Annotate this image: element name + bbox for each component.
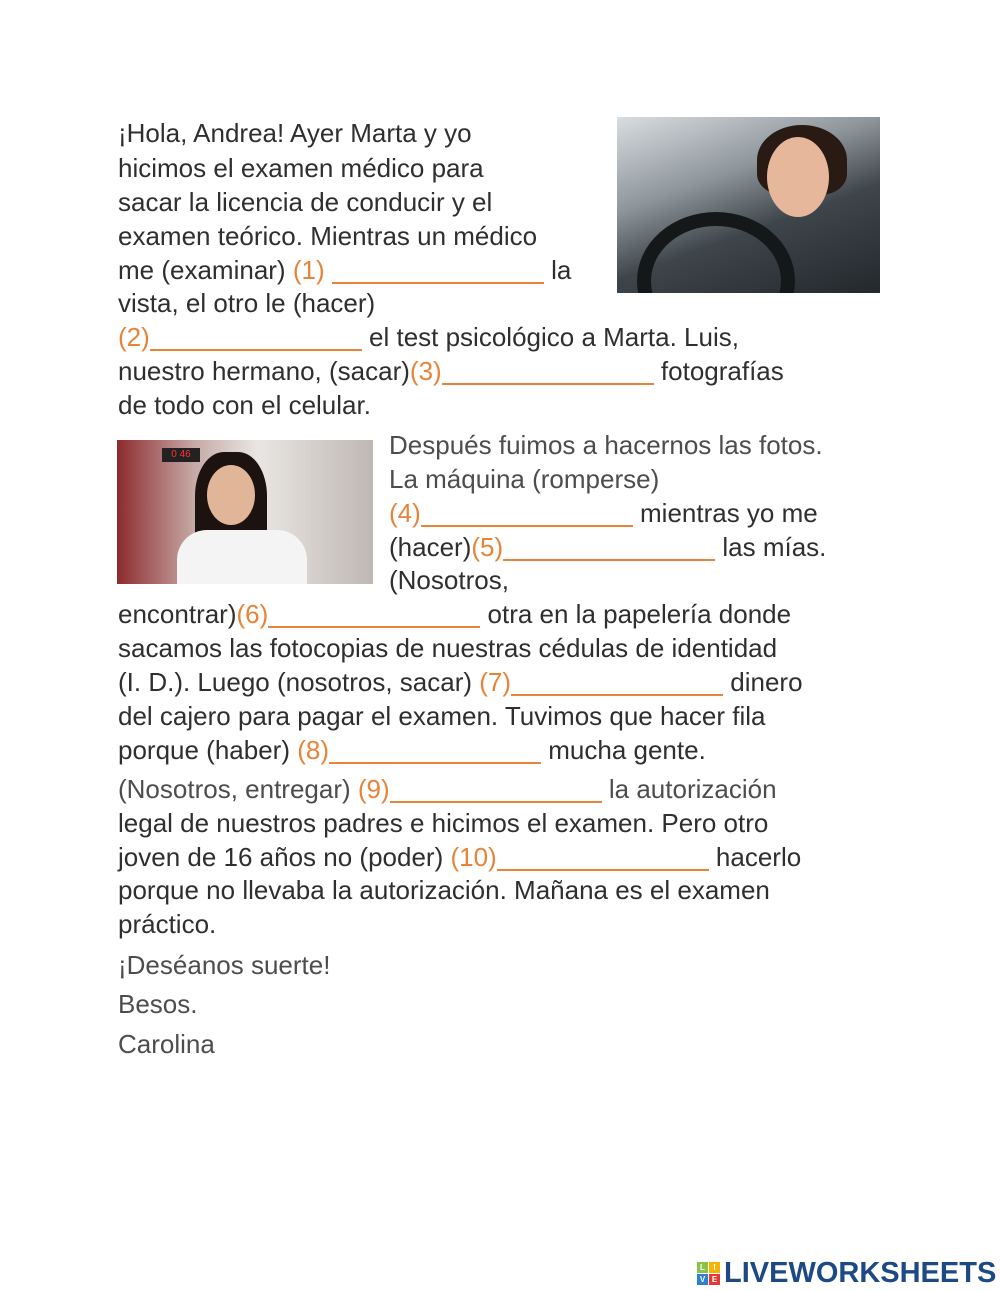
text-segment: (Nosotros, entregar): [118, 774, 358, 804]
text-segment: mientras yo me: [632, 498, 818, 528]
answer-field-7[interactable]: [511, 670, 723, 696]
answer-field-8[interactable]: [329, 738, 541, 764]
text-segment: encontrar): [118, 599, 237, 629]
text-segment: (Nosotros,: [389, 565, 509, 595]
answer-field-6[interactable]: [268, 602, 480, 628]
photo-face: [207, 465, 255, 525]
question-number: (1): [292, 255, 325, 285]
text-line: [389, 563, 509, 597]
text-segment: joven de 16 años no (poder): [118, 842, 451, 872]
question-number: (2): [118, 322, 150, 352]
text-segment: ¡Deséanos suerte!: [118, 950, 331, 980]
text-line: [118, 873, 770, 907]
photo-girl-with-id-card: [117, 440, 373, 584]
text-segment: (I. D.). Luego (nosotros, sacar): [118, 667, 480, 697]
text-segment: otra en la papelería donde: [480, 599, 792, 629]
logo-cube: I: [709, 1262, 720, 1273]
text-segment: práctico.: [118, 909, 217, 939]
text-line: [118, 354, 784, 388]
text-segment: Besos.: [118, 989, 198, 1019]
text-segment: la: [543, 255, 572, 285]
answer-field-5[interactable]: [503, 535, 715, 561]
text-line: [118, 219, 537, 253]
text-segment: sacamos las fotocopias de nuestras cédulas de identidad: [118, 633, 778, 663]
text-line: [389, 530, 826, 564]
text-segment: dinero: [723, 667, 803, 697]
text-line: [389, 462, 659, 496]
queue-display: 0 46: [162, 448, 200, 462]
answer-field-9[interactable]: [390, 777, 602, 803]
text-line: [118, 840, 801, 874]
text-segment: vista, el otro le (hacer): [118, 288, 376, 318]
text-line: [118, 699, 765, 733]
logo-cube: V: [697, 1274, 708, 1285]
answer-field-3[interactable]: [442, 359, 654, 385]
text-line: [389, 428, 823, 462]
question-number: (5): [471, 532, 504, 562]
text-line: [118, 987, 198, 1021]
text-segment: sacar la licencia de conducir y el: [118, 187, 493, 217]
text-segment: las mías.: [715, 532, 827, 562]
text-line: [118, 665, 803, 699]
logo-cube: L: [697, 1262, 708, 1273]
text-segment: fotografías: [653, 356, 784, 386]
question-number: (4): [389, 498, 421, 528]
text-segment: hacerlo: [708, 842, 802, 872]
photo-face: [767, 137, 829, 217]
question-number: (10): [450, 842, 497, 872]
text-segment: el test psicológico a Marta. Luis,: [361, 322, 739, 352]
text-line: [118, 116, 472, 150]
text-line: [118, 733, 706, 767]
text-segment: nuestro hermano, (sacar): [118, 356, 410, 386]
text-line: [118, 151, 484, 185]
text-segment: porque (haber): [118, 735, 298, 765]
question-number: (6): [236, 599, 269, 629]
text-line: [118, 597, 791, 631]
text-segment: La máquina (romperse): [389, 464, 660, 494]
text-segment: porque no llevaba la autorización. Mañana es el examen: [118, 875, 770, 905]
text-segment: (hacer): [389, 532, 472, 562]
logo-text: LIVEWORKSHEETS: [724, 1257, 997, 1289]
question-number: (7): [479, 667, 512, 697]
steering-wheel: [637, 212, 795, 293]
text-segment: de todo con el celular.: [118, 390, 371, 420]
text-line: [118, 253, 571, 287]
text-line: [118, 907, 216, 941]
text-line: [118, 772, 777, 806]
photo-coat: [177, 530, 307, 584]
text-segment: mucha gente.: [541, 735, 706, 765]
question-number: (8): [297, 735, 330, 765]
text-line: [118, 286, 375, 320]
text-segment: la autorización: [601, 774, 777, 804]
text-line: [118, 1027, 215, 1061]
liveworksheets-logo: [697, 1257, 996, 1290]
question-number: (9): [357, 774, 390, 804]
answer-field-1[interactable]: [332, 258, 544, 284]
logo-cube: E: [709, 1274, 720, 1285]
text-line: [118, 388, 371, 422]
text-segment: examen teórico. Mientras un médico: [118, 221, 538, 251]
text-segment: Carolina: [118, 1029, 215, 1059]
text-segment: ¡Hola, Andrea! Ayer Marta y yo: [118, 118, 472, 148]
text-line: [118, 185, 492, 219]
text-segment: hicimos el examen médico para: [118, 153, 484, 183]
question-number: (3): [409, 356, 442, 386]
text-line: [389, 496, 818, 530]
answer-field-10[interactable]: [497, 845, 709, 871]
logo-cubes-icon: [697, 1262, 720, 1285]
text-segment: legal de nuestros padres e hicimos el examen. Pero otro: [118, 808, 769, 838]
text-line: [118, 320, 739, 354]
answer-field-4[interactable]: [421, 501, 633, 527]
text-line: [118, 631, 777, 665]
text-line: [118, 948, 330, 982]
text-segment: me (examinar): [118, 255, 293, 285]
text-segment: Después fuimos a hacernos las fotos.: [389, 430, 823, 460]
text-segment: [325, 255, 332, 285]
text-line: [118, 806, 768, 840]
answer-field-2[interactable]: [150, 325, 362, 351]
text-segment: del cajero para pagar el examen. Tuvimos que hacer fila: [118, 701, 766, 731]
photo-woman-driving-car: [617, 117, 880, 293]
